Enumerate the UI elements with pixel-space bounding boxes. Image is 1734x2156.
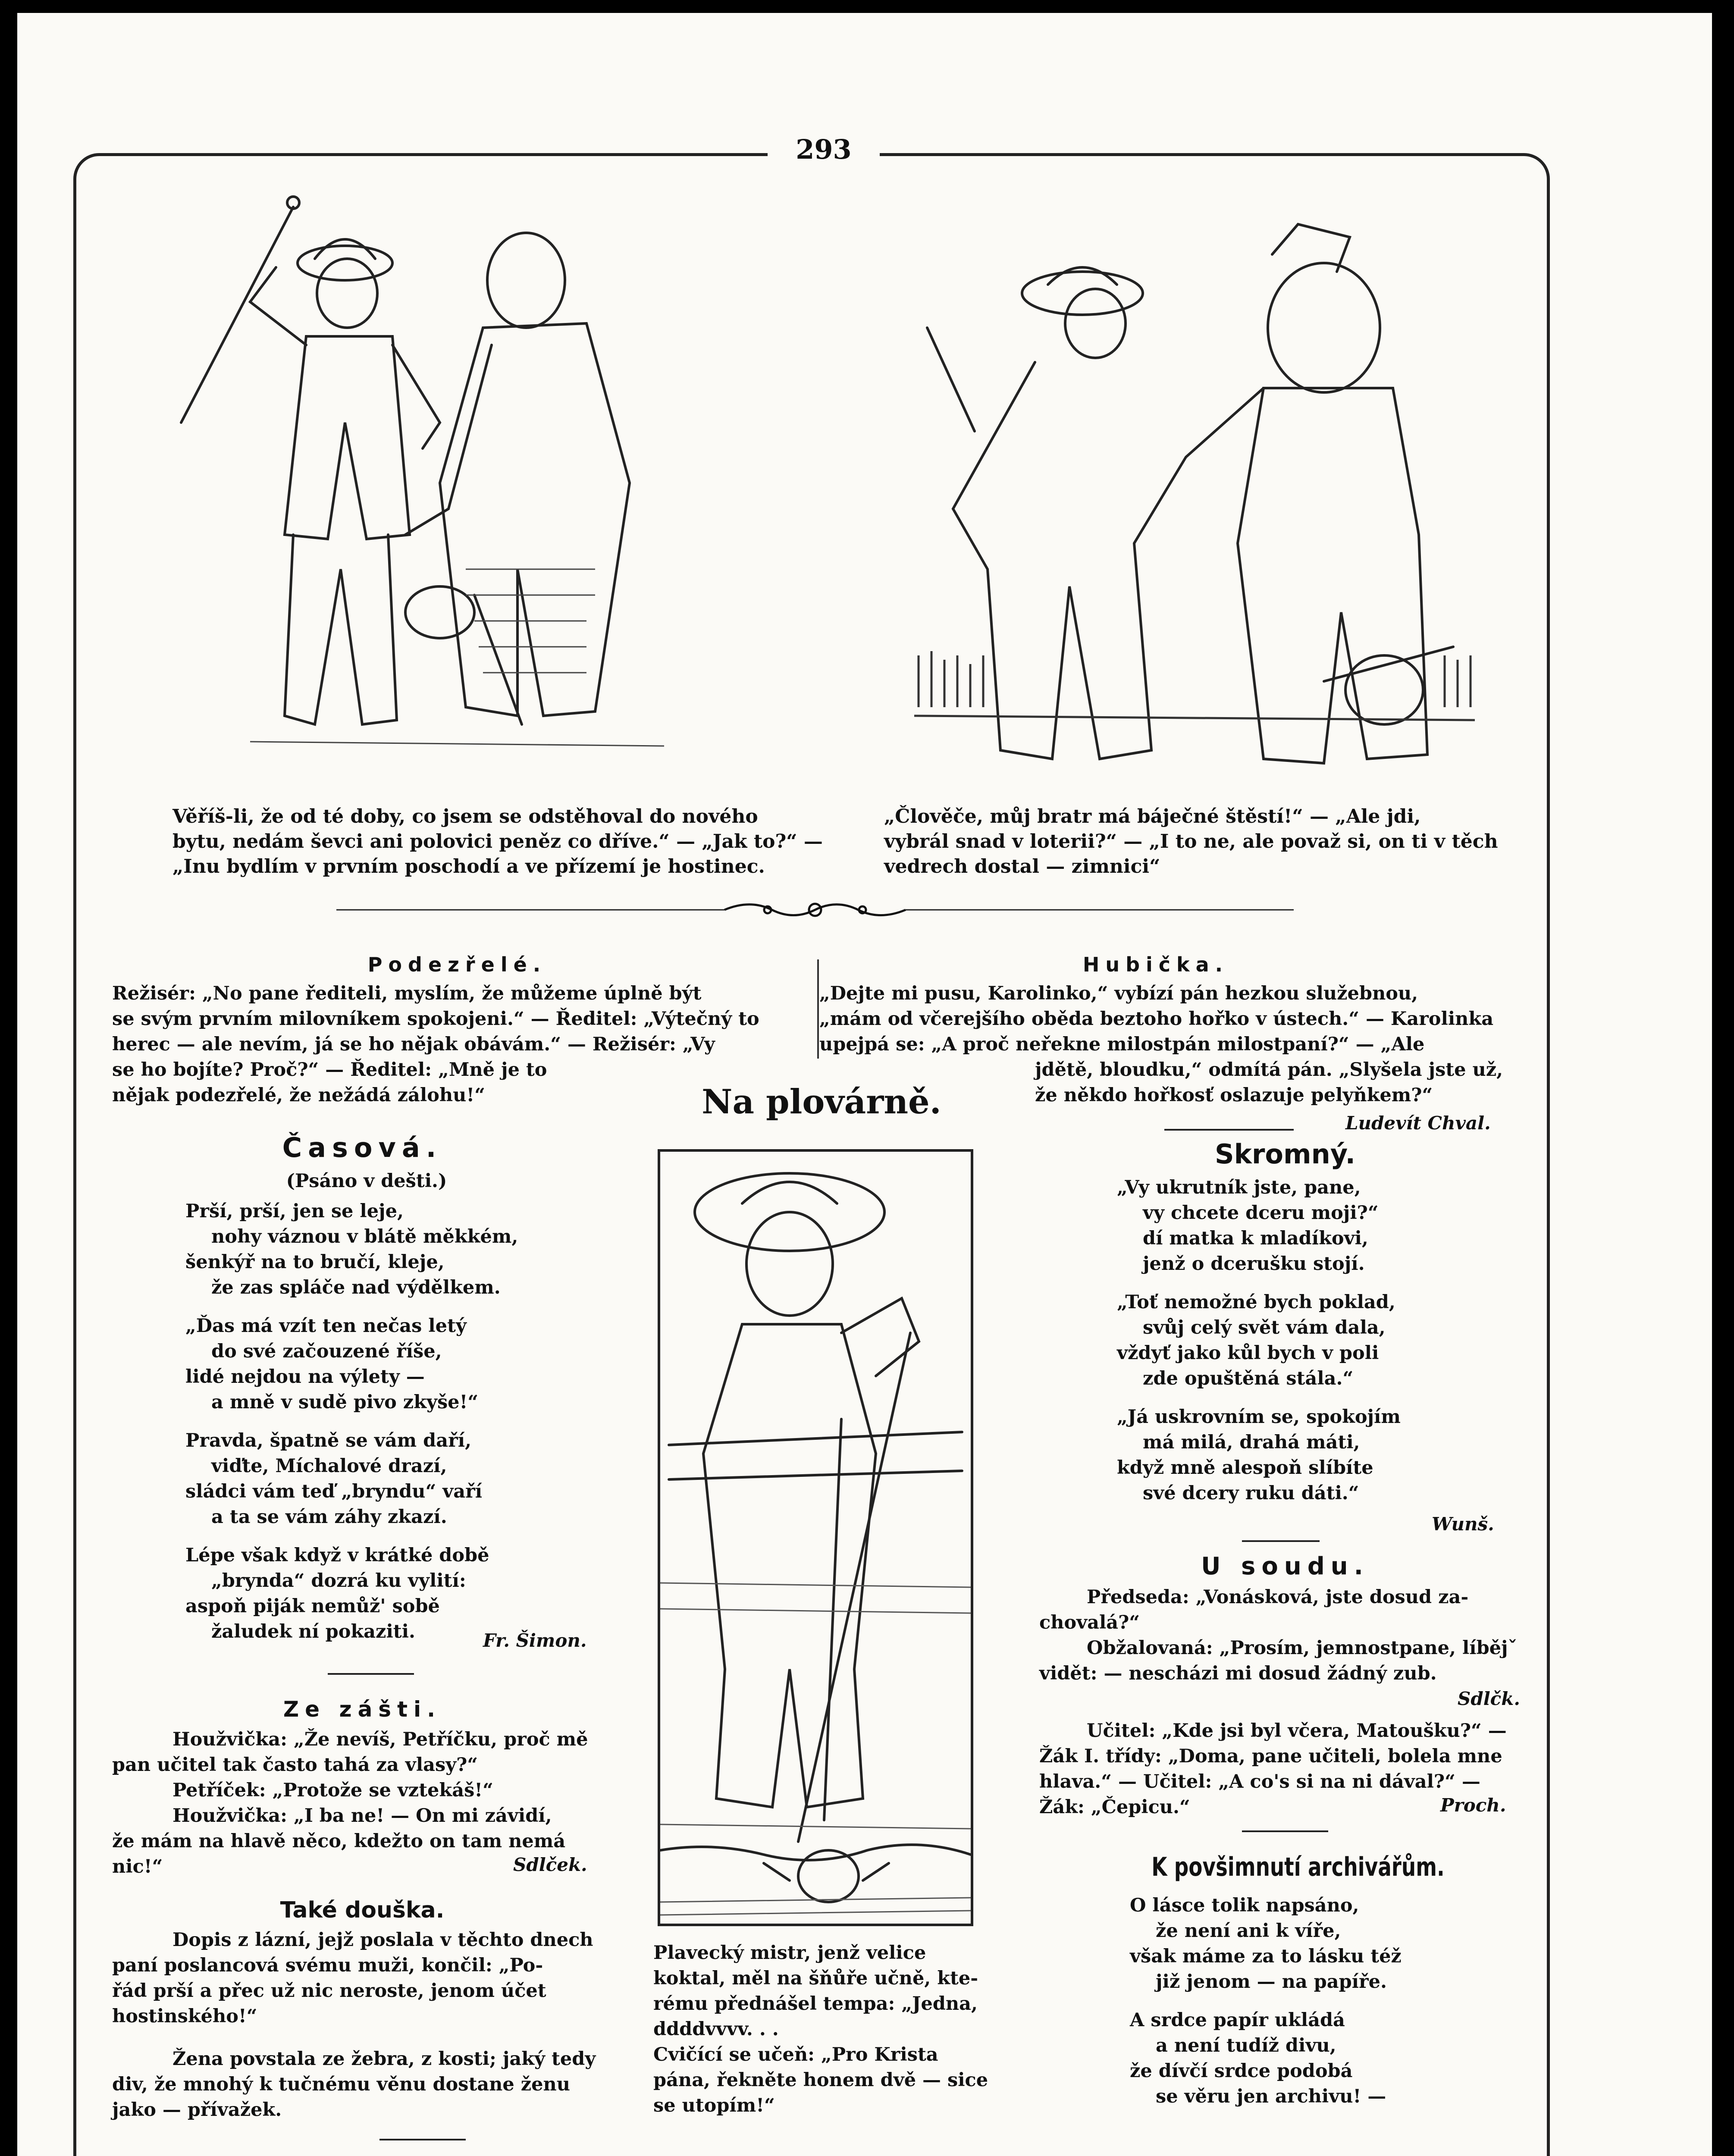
sketch-two-men-meeting [164, 181, 673, 793]
poem-line: „brynda“ dozrá ku vylití: [211, 1570, 466, 1592]
poem-line: když mně alespoň slíbíte [1117, 1457, 1373, 1479]
text-line: se svým prvním milovníkem spokojeni.“ — Ředitel: „Výtečný to [112, 1008, 759, 1030]
poem-line: šenkýř na to bručí, kleje, [185, 1251, 445, 1273]
text-line: nic!“ [112, 1856, 163, 1877]
text-line: pan učitel tak často tahá za vlasy?“ [112, 1754, 478, 1776]
poem-line: však máme za to lásku též [1130, 1946, 1402, 1967]
text-line: Cvičící se učeň: „Pro Krista [653, 2044, 938, 2065]
text-line: vidět: — nescházi mi dosud žádný zub. [1039, 1663, 1437, 1684]
text-line: jako — přívažek. [112, 2099, 282, 2121]
u-soudu-text [1039, 1585, 1518, 1686]
text-line: rému přednášel tempa: „Jedna, [653, 1993, 978, 2015]
caption-line: vybrál snad v loterii?“ — „I to ne, ale považ si, on ti v těch [884, 830, 1498, 852]
poem-line: a mně v sudě pivo zkyše!“ [211, 1391, 479, 1413]
poem-line: aspoň piják nemůž' sobě [185, 1595, 440, 1617]
poem-line: „Vy ukrutník jste, pane, [1117, 1177, 1361, 1198]
casova-rule [328, 1673, 414, 1675]
poem-line: dí matka k mladíkovi, [1143, 1228, 1368, 1249]
text-line: koktal, měl na šňůře učně, kte- [653, 1968, 978, 1989]
caption-line: „Člověče, můj bratr má báječné štěstí!“ — „Ale jdi, [884, 805, 1421, 827]
text-line: ddddvvvv. . . [653, 2018, 779, 2040]
skromny-signature: Wunš. [1432, 1514, 1494, 1535]
text-line: „Dejte mi pusu, Karolinko,“ vybízí pán hezkou služebnou, [819, 983, 1418, 1004]
u-soudu-signature-2: Proch. [1440, 1795, 1506, 1816]
poem-line: se věru jen archivu! — [1156, 2086, 1386, 2107]
poem-line: jenž o dcerušku stojí. [1143, 1253, 1365, 1275]
text-line: Dopis z lázní, jejž poslala v těchto dnech [172, 1929, 593, 1951]
archivarum-poem [1130, 1893, 1509, 2109]
page-number: 293 [768, 134, 880, 165]
poem-line: své dcery ruku dáti.“ [1143, 1482, 1359, 1504]
casova-signature: Fr. Šimon. [483, 1630, 587, 1651]
skromny-rule [1242, 1540, 1320, 1542]
text-line: pána, řekněte honem dvě — sice [653, 2069, 988, 2091]
casova-title: Časová. [282, 1132, 442, 1163]
poem-line: a není tudíž divu, [1156, 2035, 1336, 2056]
casova-poem [185, 1199, 617, 1645]
hubicka-title: Hubička. [1082, 953, 1229, 976]
text-line: chovalá?“ [1039, 1612, 1140, 1633]
casova-subtitle: (Psáno v dešti.) [286, 1170, 447, 1192]
poem-line: O lásce tolik napsáno, [1130, 1895, 1359, 1916]
poem-line: že zas spláče nad výdělkem. [211, 1277, 501, 1298]
ze-zasti-title: Ze zášti. [283, 1697, 442, 1722]
poem-line: svůj celý svět vám dala, [1143, 1317, 1386, 1338]
poem-line: Prší, prší, jen se leje, [185, 1200, 404, 1222]
poem-line: Pravda, špatně se vám daří, [185, 1430, 472, 1451]
poem-line: již jenom — na papíře. [1156, 1971, 1387, 1993]
poem-line: má milá, drahá máti, [1143, 1432, 1360, 1453]
ornamental-divider [336, 901, 1294, 918]
text-line: Obžalovaná: „Prosím, jemnostpane, líbějˇ [1087, 1637, 1518, 1659]
poem-line: nohy váznou v blátě měkkém, [211, 1226, 518, 1247]
poem-line: do své začouzené říše, [211, 1341, 442, 1362]
text-line: nějak podezřelé, že nežádá zálohu!“ [112, 1084, 486, 1106]
poem-line: sládci vám teď „bryndu“ vaří [185, 1481, 483, 1502]
u-soudu-title: U soudu. [1201, 1552, 1369, 1580]
text-line: hostinského!“ [112, 2006, 257, 2027]
skromny-poem [1117, 1175, 1505, 1506]
text-line: herec — ale nevím, já se ho nějak obávám.“ — Režisér: „Vy [112, 1034, 715, 1055]
text-line: Houžvička: „Že nevíš, Petříčku, proč mě [172, 1729, 588, 1750]
poem-line: viďte, Míchalové drazí, [211, 1455, 447, 1477]
take-douska-text [112, 1927, 612, 2123]
cartoon-illustration-right [910, 198, 1479, 793]
poem-line: a ta se vám záhy zkazí. [211, 1506, 447, 1528]
text-line: že někdo hořkosť oslazuje pelyňkem?“ [1035, 1084, 1433, 1106]
hubicka-signature: Ludevít Chval. [1345, 1112, 1491, 1134]
text-line: div, že mnohý k tučnému věnu dostane ženu [112, 2074, 571, 2095]
column-rule [817, 959, 819, 1059]
text-line: Učitel: „Kde jsi byl včera, Matoušku?“ — [1087, 1720, 1507, 1742]
text-line: se utopím!“ [653, 2095, 775, 2116]
text-line: Žák: „Čepicu.“ [1039, 1796, 1190, 1818]
poem-line: vy chcete dceru moji?“ [1143, 1202, 1379, 1224]
poem-line: Lépe však když v krátké době [185, 1545, 489, 1566]
poem-line: „Ďas má vzít ten nečas letý [185, 1315, 467, 1337]
poem-line: žaludek ní pokaziti. [211, 1621, 415, 1642]
text-line: Petříček: „Protože se vztekáš!“ [172, 1780, 493, 1801]
poem-line: lidé nejdou na výlety — [185, 1366, 425, 1388]
text-line: Houžvička: „I ba ne! — On mi závidí, [172, 1805, 552, 1827]
na-plovarne-caption [653, 1940, 988, 2118]
divider-flourish [336, 901, 1294, 918]
take-douska-title: Také douška. [280, 1897, 445, 1923]
poem-line: „Toť nemožné bych poklad, [1117, 1291, 1395, 1313]
text-line: „mám od včerejšího oběda beztoho hořko v ústech.“ — Karolinka [819, 1008, 1494, 1030]
archivarum-title: K povšimnutí archivářům. [1151, 1852, 1445, 1882]
hubicka-rule [1164, 1129, 1294, 1131]
cartoon-illustration-left [164, 181, 673, 793]
text-line: paní poslancová svému muži, končil: „Po- [112, 1955, 543, 1976]
swimming-illustration [658, 1149, 973, 1926]
text-line: Předseda: „Vonásková, jste dosud za- [1087, 1586, 1469, 1608]
poem-line: že není ani k víře, [1156, 1920, 1341, 1942]
sketch-swim-instructor [660, 1152, 971, 1924]
na-plovarne-title: Na plovárně. [702, 1082, 941, 1122]
poem-line: A srdce papír ukládá [1130, 2009, 1345, 2031]
poem-line: že dívčí srdce podobá [1130, 2060, 1353, 2082]
poem-line: vždyť jako kůl bych v poli [1117, 1342, 1379, 1364]
u-soudu-signature-1: Sdlčk. [1458, 1688, 1520, 1709]
text-line: Plavecký mistr, jenž velice [653, 1942, 926, 1964]
caption-line: vedrech dostal — zimnici“ [884, 856, 1160, 877]
text-line: upejpá se: „A proč neřekne milostpán milostpaní?“ — „Ale [819, 1034, 1425, 1055]
sketch-man-telling-news [910, 198, 1479, 793]
text-line: řád prší a přec už nic neroste, jenom účet [112, 1980, 546, 2002]
text-line: jdětě, bloudku,“ odmítá pán. „Slyšela jste už, [1035, 1059, 1503, 1081]
skromny-title: Skromný. [1214, 1138, 1356, 1170]
caption-line: Věříš-li, že od té doby, co jsem se odstěhoval do nového [172, 805, 758, 827]
ze-zasti-signature: Sdlček. [513, 1854, 587, 1875]
text-line: hlava.“ — Učitel: „A co's si na ni dával?“ — [1039, 1771, 1480, 1792]
text-line: Žák I. třídy: „Doma, pane učiteli, bolela mne [1039, 1745, 1502, 1767]
caption-line: bytu, nedám ševci ani polovici peněz co dříve.“ — „Jak to?“ — [172, 830, 823, 852]
caption-line: „Inu bydlím v prvním poschodí a ve přízemí je hostinec. [172, 856, 765, 877]
podezrele-title: Podezřelé. [367, 953, 547, 976]
poem-line: „Já uskrovním se, spokojím [1117, 1406, 1401, 1428]
take-douska-rule [379, 2139, 466, 2140]
text-line: že mám na hlavě něco, kdežto on tam nemá [112, 1830, 566, 1852]
cartoon-left-caption [172, 804, 823, 879]
text-line: se ho bojíte? Proč?“ — Ředitel: „Mně je to [112, 1059, 547, 1081]
poem-line: zde opuštěná stála.“ [1143, 1368, 1354, 1389]
cartoon-right-caption [884, 804, 1522, 879]
text-line: Režisér: „No pane řediteli, myslím, že můžeme úplně být [112, 983, 702, 1004]
u-soudu-rule [1242, 1830, 1328, 1832]
text-line: Žena povstala ze žebra, z kosti; jaký tedy [172, 2048, 596, 2070]
